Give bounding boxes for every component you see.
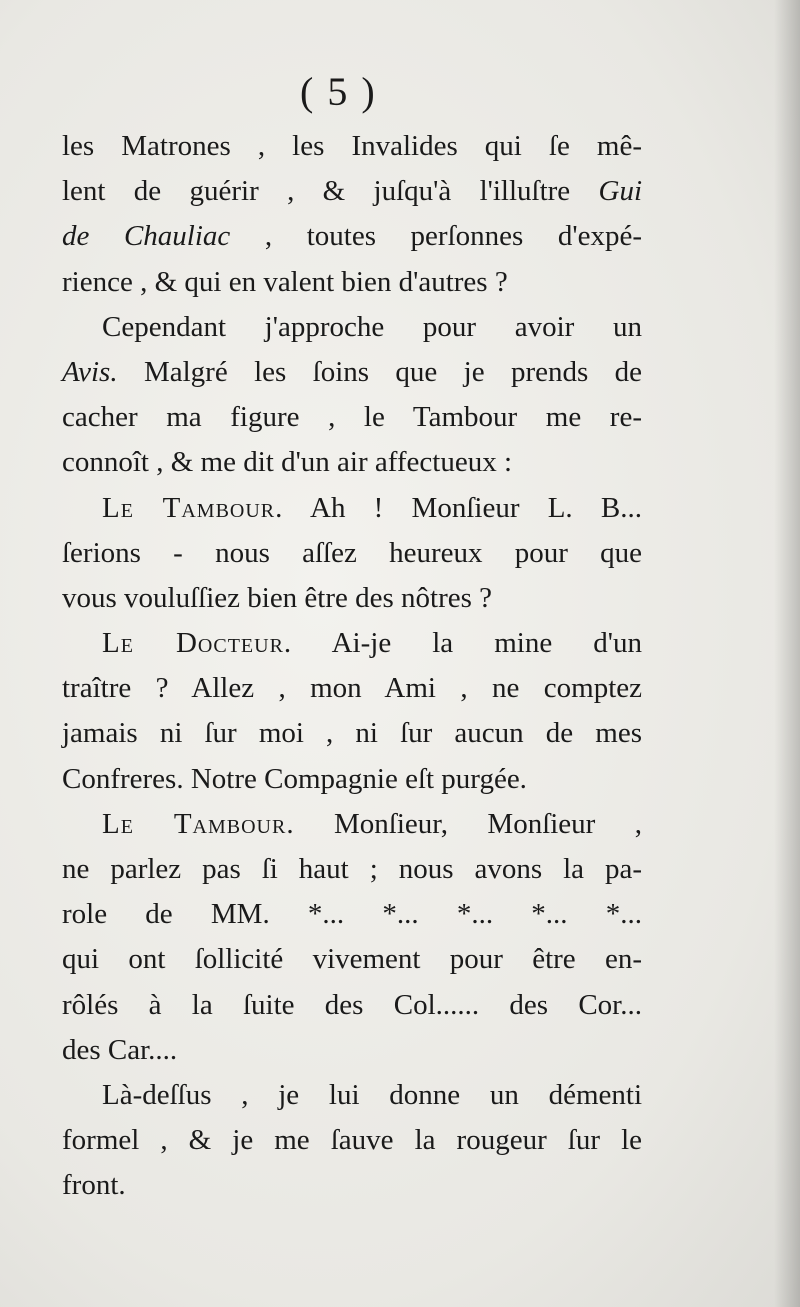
text-line: Avis. Malgré les ſoins que je prends de [62, 355, 642, 388]
page-number: ( 5 ) [300, 69, 377, 114]
speaker-name: Le Tambour. [102, 491, 284, 524]
italic-name: de Chauliac [62, 220, 231, 253]
dialogue-line: Le Docteur. Ai-je la mine d'un [102, 627, 642, 660]
text-line: connoît , & me dit d'un air affectueux : [62, 446, 513, 479]
text-line: jamais ni ſur moi , ni ſur aucun de mes [62, 717, 642, 750]
page-edge-shadow [774, 0, 800, 1307]
speaker-name: Le Tambour. [102, 807, 295, 840]
paragraph-start-line: Cependant j'approche pour avoir un [102, 310, 642, 343]
text-line: rôlés à la ſuite des Col...... des Cor... [62, 988, 642, 1021]
italic-word: Avis. [62, 355, 118, 388]
paragraph-start-line: Là-deſſus , je lui donne un démenti [102, 1078, 642, 1111]
text-line: formel , & je me ſauve la rougeur ſur le [62, 1124, 642, 1157]
text-line: qui ont ſollicité vivement pour être en- [62, 943, 642, 976]
text-line: role de MM. *... *... *... *... *... [62, 898, 642, 931]
text-line: rience , & qui en valent bien d'autres ? [62, 265, 508, 298]
text-line: cacher ma figure , le Tambour me re- [62, 401, 642, 434]
dialogue-line: Le Tambour. Ah ! Monſieur L. B... [102, 491, 642, 524]
dialogue-line: Le Tambour. Monſieur, Monſieur , [102, 807, 642, 840]
page-text [62, 124, 642, 1209]
text-line: traître ? Allez , mon Ami , ne comptez [62, 672, 642, 705]
italic-name: Gui [598, 175, 642, 208]
text-line: ne parlez pas ſi haut ; nous avons la pa- [62, 853, 642, 885]
text-line: les Matrones , les Invalides qui ſe mê- [62, 130, 642, 162]
text-line: lent de guérir , & juſqu'à l'illuſtre Gui [62, 175, 642, 208]
text-line: vous vouluſſiez bien être des nôtres ? [62, 581, 493, 614]
text-line: des Car.... [62, 1033, 178, 1066]
text-line: ſerions - nous aſſez heureux pour que [62, 536, 642, 569]
speaker-name: Le Docteur. [102, 627, 293, 660]
text-line: de Chauliac , toutes perſonnes d'expé- [62, 220, 643, 253]
text-line: Confreres. Notre Compagnie eſt purgée. [62, 762, 527, 795]
text-line: front. [62, 1169, 126, 1202]
